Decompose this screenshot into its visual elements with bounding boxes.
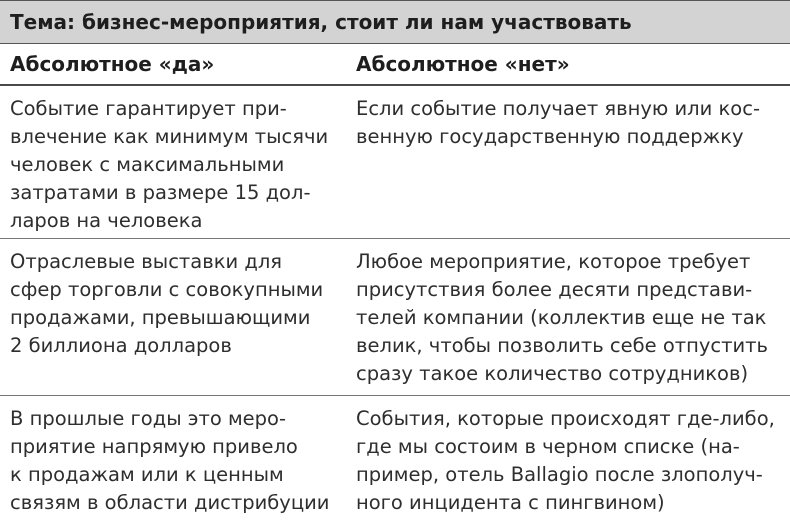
cell-line: пример, отель Ballagio после злополуч- (356, 463, 763, 486)
cell-line: сфер торговли с совокупными (10, 278, 324, 301)
cell-no (356, 95, 781, 151)
cell-line: Событие гарантирует при- (10, 97, 287, 120)
cell-yes (10, 405, 340, 517)
table-row (0, 396, 790, 521)
cell-line: Отраслевые выставки для (10, 250, 283, 273)
table-title: Тема: бизнес-мероприятия, стоит ли нам участвовать (0, 0, 790, 44)
table-row (0, 86, 790, 239)
cell-line: продажами, превышающими (10, 306, 311, 329)
cell-line: В прошлые годы это меро- (10, 407, 287, 430)
cell-line: События, которые происходят где-либо, (356, 407, 775, 430)
cell-line: велик, чтобы позволить себе отпустить (356, 334, 769, 357)
header-row (0, 44, 790, 86)
cell-line: Если событие получает явную или кос- (356, 97, 760, 120)
cell-line: связям в области дистрибуции (10, 491, 330, 514)
cell-line: сразу такое количество сотрудников) (356, 362, 749, 385)
table-row (0, 239, 790, 396)
cell-line: Любое мероприятие, которое требует (356, 250, 751, 273)
cell-line: ного инцидента с пингвином) (356, 491, 665, 514)
cell-no (356, 405, 781, 517)
cell-line: затратами в размере 15 дол- (10, 181, 311, 204)
cell-line: влечение как минимум тысячи (10, 125, 329, 148)
cell-line: где мы состоим в черном списке (на- (356, 435, 740, 458)
cell-line: приятие напрямую привело (10, 435, 298, 458)
cell-line: присутствия более десяти представи- (356, 278, 753, 301)
cell-line: венную государственную поддержку (356, 125, 744, 148)
cell-line: человек с максимальными (10, 153, 285, 176)
cell-line: к продажам или к ценным (10, 463, 284, 486)
cell-line: телей компании (коллектив еще не так (356, 306, 767, 329)
cell-line: 2 биллиона долларов (10, 334, 232, 357)
cell-line: ларов на человека (10, 209, 203, 232)
cell-no (356, 248, 781, 388)
header-no: Абсолютное «нет» (356, 52, 570, 76)
header-yes: Абсолютное «да» (10, 52, 215, 76)
cell-yes (10, 248, 340, 360)
cell-yes (10, 95, 340, 235)
